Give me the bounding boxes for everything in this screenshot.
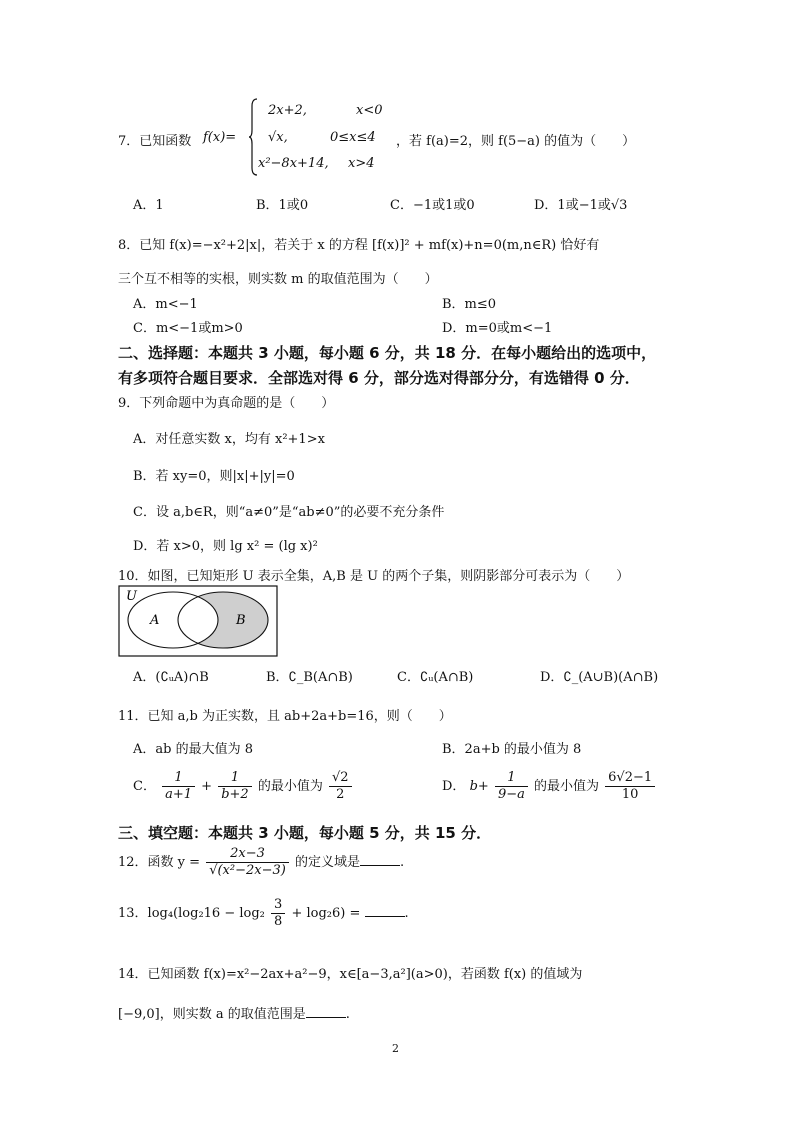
q8-option-d: D．m=0或m<−1 [442, 321, 553, 336]
q7-case3-cond: x>4 [348, 156, 375, 171]
q7-option-a: A．1 [133, 198, 164, 213]
q11-option-a: A．ab 的最大值为 8 [133, 742, 253, 757]
venn-label-b: B [236, 613, 246, 628]
page-number: 2 [392, 1042, 399, 1055]
q7-prefix: 7．已知函数 [118, 134, 192, 149]
q7-case1-cond: x<0 [356, 103, 383, 118]
q7-case3-expr: x²−8x+14, [258, 156, 329, 171]
question-12: 12．函数 y = $\frac{2x-3}{\text{√(x²−2x−3)}}$ 的定义域是 . [118, 846, 405, 878]
section-2-heading-line1: 二、选择题：本题共 3 小题，每小题 6 分，共 18 分．在每小题给出的选项中， [118, 344, 657, 362]
q9-option-a: A．对任意实数 x，均有 x²+1>x [133, 432, 325, 447]
q9-option-b: B．若 xy=0，则|x|+|y|=0 [133, 469, 295, 484]
q10-option-a: A．(∁ᵤA)∩B [133, 670, 209, 685]
q7-case2-cond: 0≤x≤4 [330, 130, 376, 145]
q14-line2: [−9,0]，则实数 a 的取值范围是 . [118, 1007, 350, 1022]
q11-option-d: D． b+ $\frac{1}{9-a}$ 的最小值为 $\frac{6√2-1}{10}$ [442, 770, 657, 803]
q10-option-d: D．∁_(A∪B)(A∩B) [540, 670, 659, 685]
q8-option-a: A．m<−1 [133, 297, 198, 312]
q14-answer-blank[interactable] [306, 1005, 346, 1018]
q11-option-c: C． $\frac{1}{a+1}$ + $\frac{1}{b+2}$ 的最小值为 $\frac{√2}{2}$ [133, 770, 354, 803]
q7-case1-expr: 2x+2, [268, 103, 307, 118]
venn-label-a: A [150, 613, 160, 628]
q8-line2: 三个互不相等的实根，则实数 m 的取值范围为（ ） [118, 272, 438, 287]
q10-option-c: C．∁ᵤ(A∩B) [397, 670, 474, 685]
brace-icon [248, 98, 258, 176]
q8-line1: 8．已知 f(x)=−x²+2|x|，若关于 x 的方程 [f(x)]² + mf(x)+n=0(m,n∈R) 恰好有 [118, 238, 600, 253]
q7-option-b: B．1或0 [256, 198, 309, 213]
venn-diagram [118, 585, 278, 657]
q7-func: f(x)= [203, 130, 237, 145]
q14-line1: 14．已知函数 f(x)=x²−2ax+a²−9，x∈[a−3,a²](a>0)，若函数 f(x) 的值域为 [118, 967, 583, 982]
q7-case2-expr: √x, [268, 130, 288, 145]
section-3-heading: 三、填空题：本题共 3 小题，每小题 5 分，共 15 分． [118, 824, 492, 842]
q11-option-b: B．2a+b 的最小值为 8 [442, 742, 582, 757]
q12-answer-blank[interactable] [360, 853, 400, 866]
q8-option-b: B．m≤0 [442, 297, 497, 312]
q7-option-d: D．1或−1或√3 [534, 198, 628, 213]
question-13: 13．log₄(log₂16 − log₂ $\frac{3}{8}$ + log₂6) = . [118, 897, 409, 929]
q10-stem: 10．如图，已知矩形 U 表示全集，A,B 是 U 的两个子集，则阴影部分可表示为（ ） [118, 569, 630, 584]
q9-option-c: C．设 a,b∈R，则“a≠0”是“ab≠0”的必要不充分条件 [133, 505, 445, 520]
venn-label-u: U [126, 589, 137, 604]
q7-suffix: ，若 f(a)=2，则 f(5−a) 的值为（ ） [396, 134, 636, 149]
q10-option-b: B．∁_B(A∩B) [266, 670, 353, 685]
section-2-heading-line2: 有多项符合题目要求．全部选对得 6 分，部分选对得部分分，有选错得 0 分． [118, 369, 640, 387]
q7-option-c: C．−1或1或0 [390, 198, 475, 213]
q13-answer-blank[interactable] [365, 904, 405, 917]
q9-option-d: D．若 x>0，则 lg x² = (lg x)² [133, 539, 318, 554]
q8-option-c: C．m<−1或m>0 [133, 321, 243, 336]
q11-stem: 11．已知 a,b 为正实数，且 ab+2a+b=16，则（ ） [118, 709, 452, 724]
q9-stem: 9．下列命题中为真命题的是（ ） [118, 396, 335, 411]
